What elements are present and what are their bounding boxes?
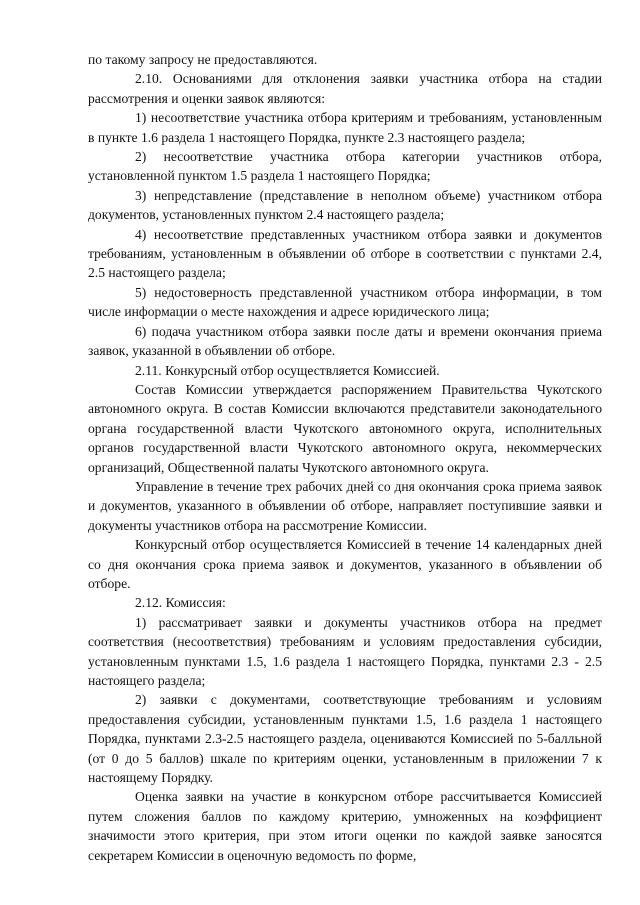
- paragraph-2-12: 2.12. Комиссия:: [135, 595, 226, 611]
- list-item-2-12-1: 1) рассматривает заявки и документы участников отбора на предмет соответствия (несоответствия) требованиям и условиям предоставления субсидии, установленным пунктами 1.5, 1.6 раздела 1 настоящего Порядка, пунктами 2.3 - 2.5 настоящего раздела;: [88, 614, 602, 688]
- list-item-2-12-2: 2) заявки с документами, соответствующие требованиям и условиям предоставления субсидии, установленным пунктами 1.5, 1.6 раздела 1 настоящего Порядка, пунктами 2.3-2.5 настоящего раздела, оцениваются Комиссией по 5-балльной (от 0 до 5 баллов) шкале по критериям оценки, установленным в приложении 7 к настоящему Порядку.: [88, 692, 602, 786]
- document-page: [88, 50, 602, 865]
- list-item-2-10-2: 2) несоответствие участника отбора категории участников отбора, установленной пунктом 1.5 раздела 1 настоящего Порядка;: [88, 149, 602, 184]
- paragraph-continuation: по такому запросу не предоставляются.: [88, 52, 318, 67]
- list-item-2-10-1: 1) несоответствие участника отбора критериям и требованиям, установленным в пункте 1.6 раздела 1 настоящего Порядка, пункте 2.3 настоящего раздела;: [88, 110, 602, 145]
- list-item-2-10-3: 3) непредставление (представление в неполном объеме) участником отбора документов, установленных пунктом 2.4 настоящего раздела;: [88, 187, 602, 223]
- paragraph-2-11: 2.11. Конкурсный отбор осуществляется Комиссией.: [135, 362, 440, 378]
- paragraph-evaluation: Оценка заявки на участие в конкурсном отборе рассчитывается Комиссией путем сложения баллов по каждому критерию, умноженных на коэффициент значимости этого критерия, при этом итоги оценки по каждой заявке заносятся секретарем Комиссии в оценочную ведомость по форме,: [88, 789, 602, 863]
- paragraph-commission-composition: Состав Комиссии утверждается распоряжением Правительства Чукотского автономного округа. В состав Комиссии включаются представители законодательного органа государственной власти Чукотского автономного округа, исполнительных органов государственной власти Чукотского автономного округа, некоммерческих организаций, Общественной палаты Чукотского автономного округа.: [88, 381, 602, 475]
- paragraph-2-10: 2.10. Основаниями для отклонения заявки участника отбора на стадии рассмотрения и оценки заявок являются:: [88, 71, 602, 106]
- paragraph-competition-period: Конкурсный отбор осуществляется Комиссией в течение 14 календарных дней со дня окончания срока приема заявок и документов, указанного в объявлении об отборе.: [88, 537, 602, 591]
- list-item-2-10-4: 4) несоответствие представленных участником отбора заявки и документов требованиям, установленным в объявлении об отборе в соответствии с пунктами 2.4, 2.5 настоящего раздела;: [88, 226, 602, 281]
- list-item-2-10-5: 5) недостоверность представленной участником отбора информации, в том числе информации о месте нахождения и адресе юридического лица;: [88, 284, 602, 320]
- paragraph-management-submission: Управление в течение трех рабочих дней со дня окончания срока приема заявок и документов, указанного в объявлении об отборе, направляет поступившие заявки и документы участников отбора на рассмотрение Комиссии.: [88, 478, 602, 533]
- list-item-2-10-6: 6) подача участником отбора заявки после даты и времени окончания приема заявок, указанной в объявлении об отборе.: [88, 323, 602, 359]
